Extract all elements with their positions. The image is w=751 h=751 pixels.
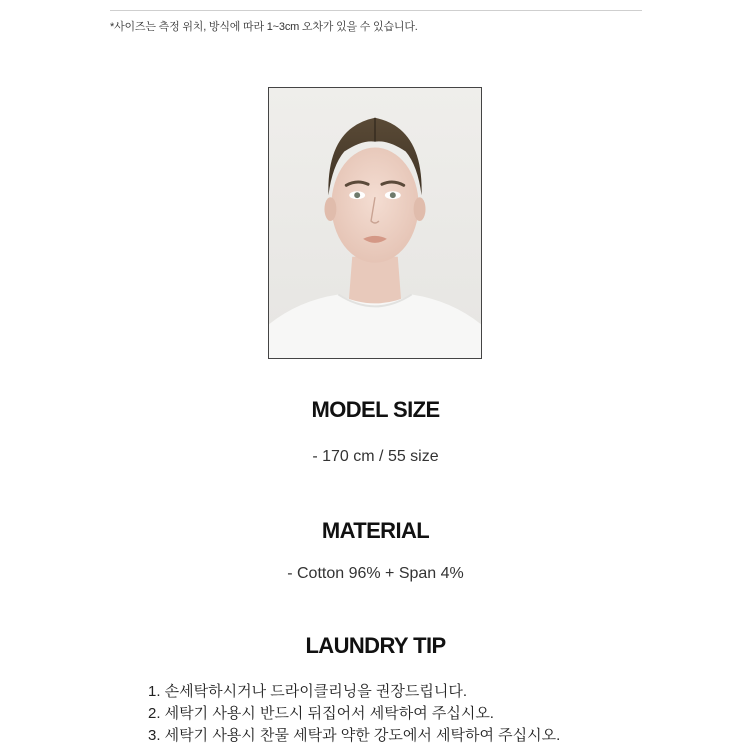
laundry-tip-item: 3. 세탁기 사용시 찬물 세탁과 약한 강도에서 세탁하여 주십시오. xyxy=(148,727,561,744)
model-portrait-illustration xyxy=(269,88,481,358)
laundry-tip-item: 2. 세탁기 사용시 반드시 뒤집어서 세탁하여 주십시오. xyxy=(148,705,494,722)
top-divider xyxy=(110,10,642,11)
model-photo xyxy=(268,87,482,359)
laundry-tip-item: 1. 손세탁하시거나 드라이클리닝을 권장드립니다. xyxy=(148,683,467,700)
laundry-tip-title: LAUNDRY TIP xyxy=(305,633,446,658)
size-measurement-note: *사이즈는 측정 위치, 방식에 따라 1~3cm 오차가 있을 수 있습니다. xyxy=(110,21,418,33)
material-value: - Cotton 96% + Span 4% xyxy=(287,565,464,582)
model-size-title: MODEL SIZE xyxy=(311,397,440,422)
model-size-value: - 170 cm / 55 size xyxy=(312,448,439,465)
laundry-tip-list xyxy=(148,681,560,747)
material-title: MATERIAL xyxy=(321,518,430,543)
